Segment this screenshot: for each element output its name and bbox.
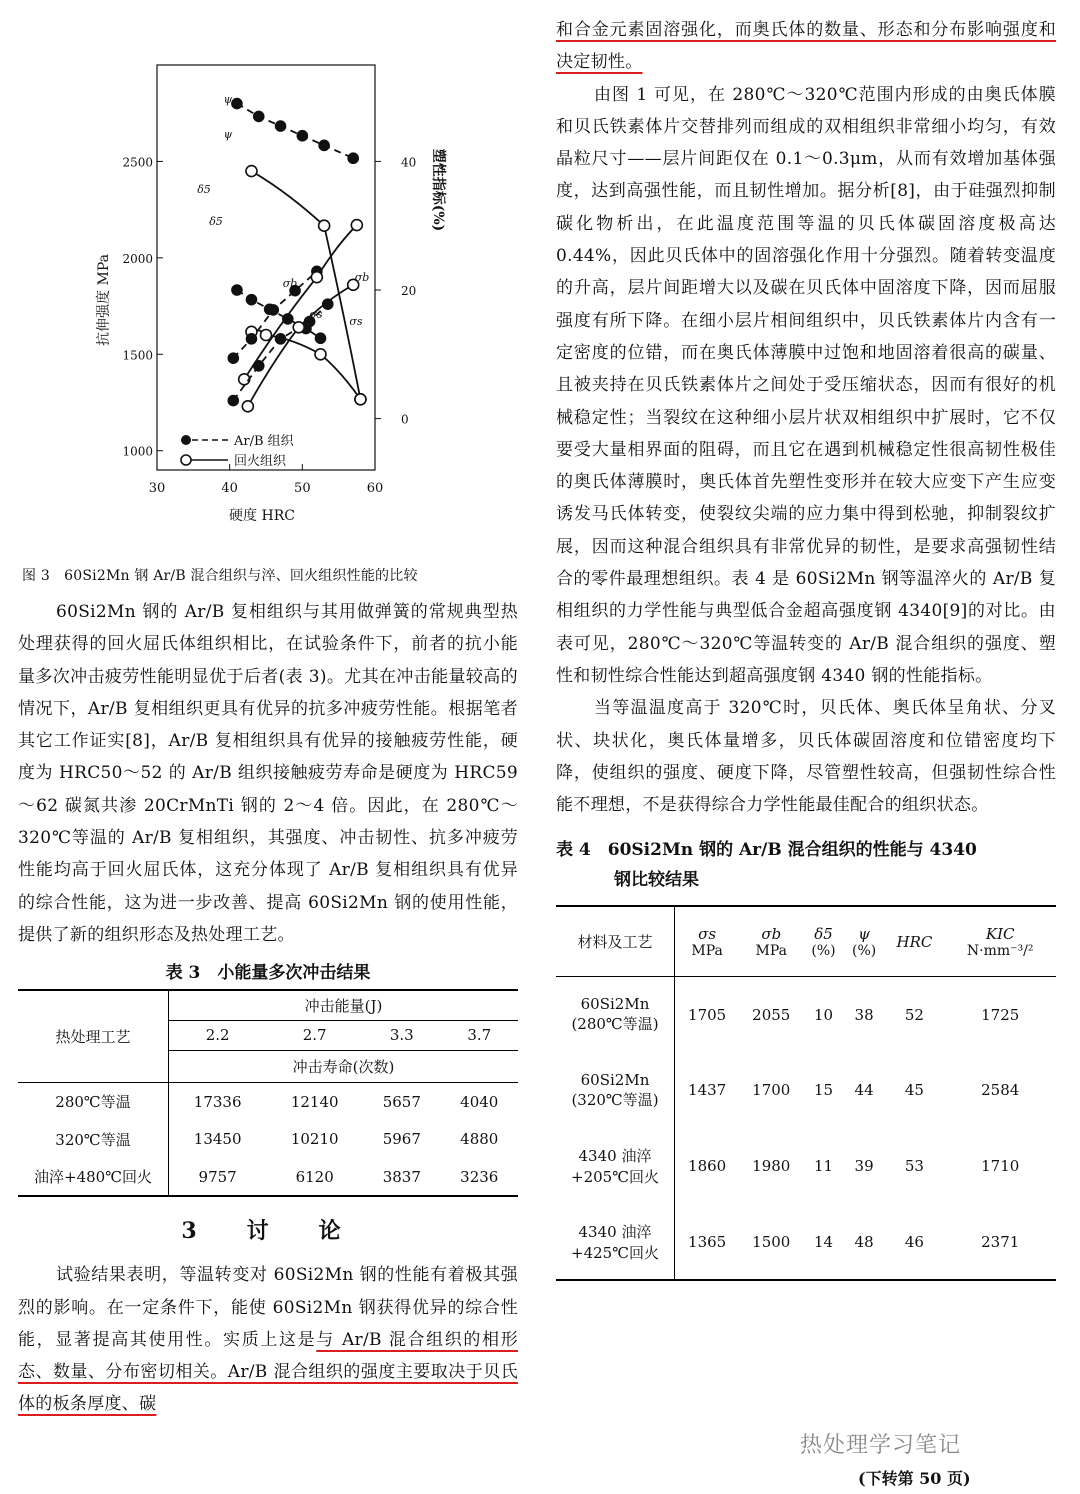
table4-cell: 44 <box>854 1081 874 1100</box>
curve-label-d5_solid: δ5 <box>209 215 223 228</box>
table4-header-col-0 <box>675 906 740 976</box>
table4-header-unit: MPa <box>755 942 787 959</box>
data-point <box>351 220 362 231</box>
data-point <box>246 334 256 344</box>
table4-cell: 10 <box>813 1005 834 1024</box>
discussion-underlined-text: 与 Ar/B 混合组织的相形态、数量、分布密切相关。Ar/B 混合组织的强度主要取决于贝氏体的板条厚度、碳 <box>18 1329 518 1415</box>
curve-label-ss_dash: σs <box>309 308 323 321</box>
table3-cell: 4040 <box>460 1092 499 1111</box>
table-row <box>556 1052 1056 1128</box>
data-point <box>276 121 286 131</box>
table4-header-symbol: KIC <box>985 924 1015 943</box>
curve-label-psi_solid: ψ <box>223 128 233 141</box>
table3-cell: 4880 <box>460 1130 499 1149</box>
y-right-tick-label: 40 <box>401 155 417 170</box>
series-line-psi_dash <box>237 104 353 159</box>
continued-note: (下转第 50 页) <box>858 1469 971 1488</box>
figure-caption: 图 3 60Si2Mn 钢 Ar/B 混合组织与淬、回火组织性能的比较 <box>22 568 418 584</box>
data-point <box>232 285 242 295</box>
table3-row-label: 320℃等温 <box>18 1120 169 1158</box>
table4-cell: 1437 <box>688 1081 727 1100</box>
data-point <box>297 131 307 141</box>
data-point <box>228 353 238 363</box>
table3-cell: 12140 <box>290 1092 339 1111</box>
table4-cell: 1860 <box>688 1157 727 1176</box>
table3 <box>18 989 518 1197</box>
table4-header-col-1 <box>739 906 803 976</box>
data-point <box>311 272 322 283</box>
table4-cell: 39 <box>854 1157 874 1176</box>
table4-cell: 46 <box>904 1232 924 1251</box>
plot-frame <box>157 65 375 470</box>
discussion-text: 试验结果表明，等温转变对 60Si2Mn 钢的性能有着极其强烈的影响。在一定条件下，能使 60Si2Mn 钢获得优异的综合性能，显著提高其使用性。实质上这是 <box>18 1265 518 1350</box>
curve-label-ss_solid: σs <box>349 315 363 328</box>
table3-cell: 3837 <box>382 1167 421 1186</box>
data-point <box>319 220 330 231</box>
paragraph-continued: 和合金元素固溶强化，而奥氏体的数量、形态和分布影响强度和决定韧性。 <box>556 20 1056 73</box>
table3-energy-2: 3.3 <box>389 1026 414 1045</box>
curve-label-sb_solid: σb <box>354 271 370 284</box>
table3-title: 表 3 小能量多次冲击结果 <box>165 963 371 984</box>
table4-cell: 1500 <box>752 1232 791 1251</box>
x-tick-label: 50 <box>294 481 311 496</box>
table4-header-unit: MPa <box>691 942 723 959</box>
table4-header-symbol: δ5 <box>814 924 833 943</box>
table4-header-symbol: σs <box>698 924 717 943</box>
table4-title-line1: 表 4 60Si2Mn 钢的 Ar/B 混合组织的性能与 4340 <box>556 840 977 861</box>
series-line-ss_solid <box>248 285 353 407</box>
table4-header-col-4 <box>884 906 944 976</box>
table4-cell: 1710 <box>981 1157 1020 1176</box>
table4-row-label <box>556 1204 675 1280</box>
table3-row-label: 油淬+480℃回火 <box>18 1158 169 1196</box>
table-row <box>18 1158 518 1196</box>
table3-cell: 9757 <box>198 1167 237 1186</box>
table3-header-energy: 冲击能量(J) <box>169 990 519 1020</box>
table4-row-label <box>556 1128 675 1204</box>
table3-energy-1: 2.7 <box>302 1026 327 1045</box>
data-point <box>246 166 257 177</box>
y-right-axis-label: 塑性指标(%) <box>430 148 446 232</box>
table4-cell: 48 <box>854 1232 874 1251</box>
table4-cell: 11 <box>813 1157 834 1176</box>
table3-cell: 5657 <box>382 1092 421 1111</box>
y-right-tick-label: 20 <box>401 284 417 298</box>
data-point <box>254 111 264 121</box>
legend-marker-tempered <box>181 455 191 465</box>
table4-cell: 52 <box>904 1005 924 1024</box>
data-point <box>246 295 256 305</box>
y-left-tick-label: 1000 <box>122 444 153 459</box>
table4-header-symbol: HRC <box>896 932 933 951</box>
table-row <box>18 1082 518 1120</box>
table4-row-label-line1: 4340 油淬 <box>578 1222 652 1241</box>
table4-header-unit: (%) <box>811 942 836 959</box>
x-axis-label: 硬度 HRC <box>229 508 295 524</box>
y-right-tick-label: 0 <box>401 412 409 427</box>
table4-cell: 2584 <box>981 1081 1020 1100</box>
curve-label-d5_dash: δ5 <box>197 183 211 196</box>
table3-cell: 3236 <box>460 1167 499 1186</box>
table4-header-unit: (%) <box>851 942 877 959</box>
table-row <box>556 976 1056 1052</box>
table3-cell: 5967 <box>382 1130 421 1149</box>
paragraph-results: 60Si2Mn 钢的 Ar/B 复相组织与其用做弹簧的常规典型热处理获得的回火屈氏体组织相比，在试验条件下，前者的抗小能量多次冲击疲劳性能明显优于后者(表 3)。尤其在冲击能量较高的情况下，Ar/B 复相组织更具有优异的抗多冲疲劳性能。根据笔者其它工作证实[8]，Ar/B 复相组织具有优异的接触疲劳性能，硬度为 HRC50～52 的 Ar/B 组织接触疲劳寿命是硬度为 HRC59～62 碳氮共渗 20CrMnTi 钢的 2～4 倍。因此，在 280℃～320℃等温的 Ar/B 复相组织，其强度、冲击韧性、抗多冲疲劳性能均高于回火屈氏体，这充分体现了 Ar/B 复相组织具有优异的综合性能，这为进一步改善、提高 60Si2Mn 钢的使用性能，提供了新的组织形态及热处理工艺。 <box>18 602 518 945</box>
y-left-axis-label: 抗伸强度 MPa <box>96 254 112 346</box>
table4-row-label-line2: (280℃等温) <box>571 1015 659 1034</box>
table4-header-material: 材料及工艺 <box>556 906 675 976</box>
table4-row-label <box>556 976 675 1052</box>
table3-energy-3: 3.7 <box>467 1026 492 1045</box>
table4-cell: 53 <box>904 1157 924 1176</box>
table4-row-label-line1: 60Si2Mn <box>580 995 650 1014</box>
table4-row-label-line1: 60Si2Mn <box>580 1070 650 1089</box>
table4-header-col-5 <box>944 906 1056 976</box>
table3-energy-0: 2.2 <box>205 1026 230 1045</box>
table4-header-unit: N·mm⁻³/² <box>966 942 1034 959</box>
table3-cell: 17336 <box>193 1092 242 1111</box>
data-point <box>293 322 304 333</box>
left-column <box>18 596 518 1421</box>
watermark: 热处理学习笔记 <box>800 1433 962 1458</box>
data-point <box>276 334 286 344</box>
table4-row-label-line2: (320℃等温) <box>571 1090 659 1109</box>
table3-cell: 6120 <box>295 1167 334 1186</box>
paragraph-analysis: 由图 1 可见，在 280℃～320℃范围内形成的由奥氏体膜和贝氏铁素体片交替排列而组成的双相组织非常细小均匀，有效晶粒尺寸——层片间距仅在 0.1～0.3μm，从而有效增加基体强度，达到高强性能，而且韧性增加。据分析[8]，由于硅强烈抑制碳化物析出，在此温度范围等温的贝氏体碳固溶度极高达 0.44%，因此贝氏体中的固溶强化作用十分强烈。随着转变温度的升高，层片间距增大以及碳在贝氏体中固溶度下降，因而屈服强度有所下降。在细小层片相间组织中，贝氏铁素体片内含有一定密度的位错，而在奥氏体薄膜中过饱和地固溶着很高的碳量、且被夹持在贝氏铁素体片之间处于受压缩状态，因而有很好的机械稳定性；当裂纹在这种细小层片状双相组织中扩展时，它不仅要受大量相界面的阻碍，而且它在遇到机械稳定性很高韧性极佳的奥氏体薄膜时，奥氏体首先塑性变形并在较大应变下产生应变诱发马氏体转变，使裂纹尖端的应力集中得到松驰，抑制裂纹扩展，因而这种混合组织具有非常优异的韧性，是要求高强韧性结合的零件最理想组织。表 4 是 60Si2Mn 钢等温淬火的 Ar/B 复相组织的力学性能与典型低合金超高强度钢 4340[9]的对比。由表可见，280℃～320℃等温转变的 Ar/B 混合组织的强度、塑性和韧性综合性能达到超高强度钢 4340 钢的性能指标。 <box>556 84 1056 686</box>
x-tick-label: 60 <box>366 481 384 496</box>
table-row <box>18 1120 518 1158</box>
table4-cell: 2371 <box>981 1232 1020 1251</box>
x-tick-label: 30 <box>148 481 166 496</box>
table3-row-label: 280℃等温 <box>18 1082 169 1120</box>
table4-row-label-line2: +425℃回火 <box>571 1243 659 1262</box>
data-point <box>228 396 238 406</box>
table4-header-col-3 <box>844 906 885 976</box>
curve-label-psi_dash: ψ <box>223 93 233 106</box>
table4-cell: 1365 <box>688 1232 727 1251</box>
legend-label-arb: Ar/B 组织 <box>234 434 294 449</box>
table4-header-symbol: σb <box>761 924 782 943</box>
table3-cell: 13450 <box>193 1130 242 1149</box>
data-point <box>232 99 242 109</box>
y-left-tick-label: 1500 <box>122 348 153 363</box>
data-point <box>268 305 278 315</box>
table4-cell: 1705 <box>688 1005 727 1024</box>
data-point <box>242 401 253 412</box>
table4-cell: 38 <box>854 1005 874 1024</box>
data-point <box>261 330 272 341</box>
right-column <box>556 14 1056 1281</box>
table4-cell: 14 <box>813 1232 834 1251</box>
table4-cell: 1725 <box>981 1005 1020 1024</box>
table4-cell: 1980 <box>752 1157 791 1176</box>
data-point <box>315 349 326 360</box>
table3-header-process: 热处理工艺 <box>18 990 169 1082</box>
curve-label-sb_dash: σb <box>282 277 298 290</box>
table4-cell: 2055 <box>752 1005 791 1024</box>
data-point <box>355 394 366 405</box>
figure-3-chart <box>0 0 520 560</box>
table-row <box>556 1128 1056 1204</box>
series-line-psi_solid <box>251 171 360 399</box>
table4-cell: 15 <box>813 1081 834 1100</box>
data-point <box>316 333 326 343</box>
x-tick-label: 40 <box>221 481 238 496</box>
data-point <box>319 140 329 150</box>
table4-title <box>556 835 1056 895</box>
table4-header-symbol: ψ <box>858 924 870 943</box>
paragraph-high-temp: 当等温温度高于 320℃时，贝氏体、奥氏体呈角状、分叉状、块状化，奥氏体量增多，贝氏体碳固溶度和位错密度均下降，使组织的强度、硬度下降，尽管塑性较高，但强韧性综合性能不理想，不是获得综合力学性能最佳配合的组织状态。 <box>556 698 1056 816</box>
table4 <box>556 905 1056 1281</box>
data-point <box>348 153 358 163</box>
table4-cell: 1700 <box>752 1081 791 1100</box>
table3-cell: 10210 <box>290 1130 339 1149</box>
legend-label-tempered: 回火组织 <box>234 454 287 469</box>
table-row <box>556 1204 1056 1280</box>
table4-header-col-2 <box>803 906 844 976</box>
table3-header-life: 冲击寿命(次数) <box>169 1050 519 1082</box>
table4-row-label <box>556 1052 675 1128</box>
y-left-tick-label: 2000 <box>122 251 153 266</box>
table4-title-line2: 钢比较结果 <box>614 870 699 891</box>
section-heading-discussion: 3 讨 论 <box>181 1218 355 1245</box>
table4-row-label-line1: 4340 油淬 <box>578 1147 652 1166</box>
table4-row-label-line2: +205℃回火 <box>571 1168 659 1187</box>
paragraph-discussion <box>18 1259 518 1420</box>
data-point <box>254 361 264 371</box>
legend-marker-arb <box>181 435 191 445</box>
table4-cell: 45 <box>904 1081 924 1100</box>
y-left-tick-label: 2500 <box>122 155 153 170</box>
